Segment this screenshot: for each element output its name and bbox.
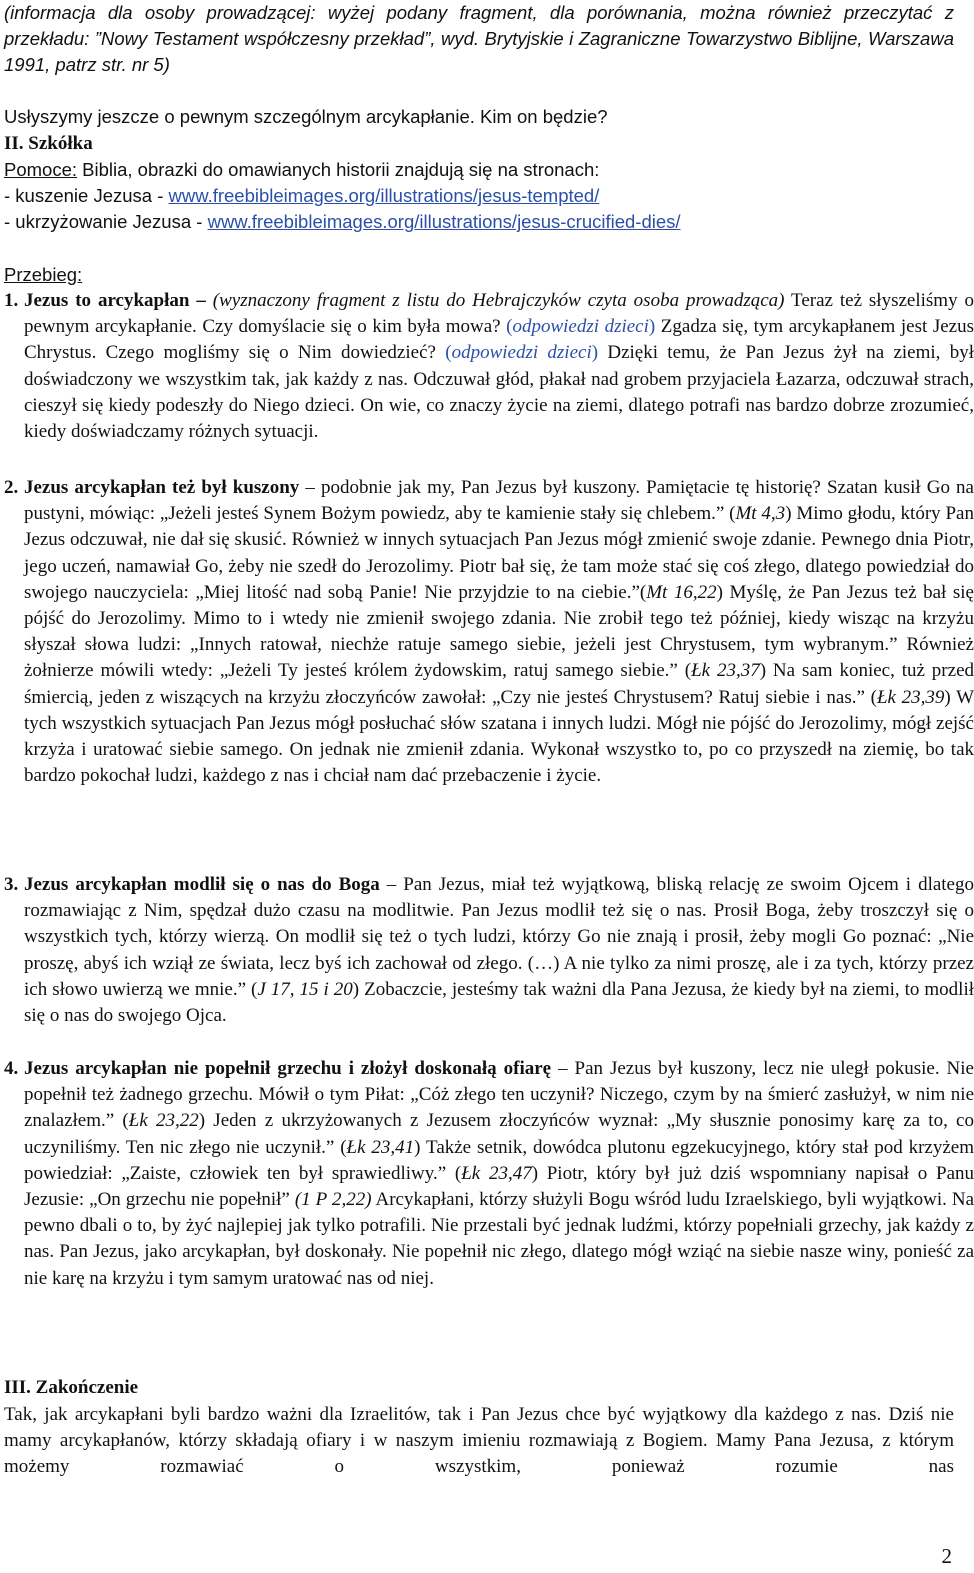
aids-label: Pomoce: [4,159,78,180]
list-item-2 [4,475,974,789]
course-label-line [4,262,954,288]
aids-text: Biblia, obrazki do omawianych historii znajdują się na stronach: [77,159,600,180]
paren: ) [591,342,599,364]
intro-question [4,104,954,130]
list-item-title: Jezus to arcykapłan [24,290,190,311]
list-item-4 [4,1056,974,1292]
answer-note: odpowiedzi dzieci [451,342,592,364]
section-heading-szkolka [4,131,954,157]
paren: ( [445,342,452,364]
list-item-number: 2. [4,477,19,498]
item-text: Zgadza się, tym arcykapłanem jest Jezus Chrystus. Czego mogliśmy się o Nim dowiedzieć? [24,316,974,364]
bible-reference: Łk 23,39 [876,686,945,708]
link-line-crucified [4,209,954,235]
closing-paragraph [4,1402,954,1481]
intro-note [4,0,954,79]
link-jesus-tempted[interactable]: www.freebibleimages.org/illustrations/jesus-tempted/ [168,185,600,206]
item-text: Dzięki temu, że Pan Jezus żył na ziemi, był doświadczony we wszystkim tak, jak każdy z nas. Odczuwał głód, płakał nad grobem przyjaciela Łazarza, odczuwał strach, cieszył się kiedy podeszły do Niego dzieci. On wie, co znaczy życie na ziemi, dlatego potrafi nas bardzo dobrze zrozumieć, kiedy doświadczamy różnych sytuacji. [24,342,974,443]
list-item-number: 4. [4,1058,19,1079]
section-heading-text: III. Zakończenie [4,1377,139,1398]
bible-reference: Mt 4,3 [735,503,786,525]
item-note: (wyznaczony fragment z listu do Hebrajczyków czyta osoba prowadząca) [212,290,785,311]
list-item-title: Jezus arcykapłan nie popełnił grzechu i złożył doskonałą ofiarę [24,1058,552,1079]
closing-text: Tak, jak arcykapłani byli bardzo ważni dla Izraelitów, tak i Pan Jezus chce być wyjątkowy dla każdego z nas. Dziś nie mamy arcykapłanów, którzy składają ofiary i w naszym imieniu rozmawiają z Bogiem. Mamy Pana Jezusa, z którym możemy rozmawiać o wszystkim, ponieważ rozumie nas [4,1404,954,1478]
item-text: ) Mimo głodu, który Pan Jezus odczuwał, nie dał się skusić. Również w innych sytuacjach Pan Jezus mógł zmienić swoje zdanie. Pewnego dnia Piotr, jego uczeń, namawiał Go, żeby nie szedł do Jerozolimy. Piotr bał się, że tam może stać się coś złego, dlatego powiedział do swojego nauczyciela: „Miej litość nad sobą Panie! Nie przyjdzie to na ciebie.”( [24,503,974,603]
list-item-number: 1. [4,290,19,311]
bible-reference: Łk 23,41 [346,1136,415,1158]
intro-note-text: (informacja dla osoby prowadzącej: wyżej podany fragment, dla porównania, można również przeczytać z przekładu: ”Nowy Testament współczesny przekład”, wyd. Brytyjskie i Zagraniczne Towarzystwo Biblijne, Warszawa 1991, patrz str. nr 5) [4,2,954,76]
bible-reference: J 17, 15 i 20 [257,978,353,1000]
bible-reference: Łk 23,22 [128,1110,199,1132]
intro-question-text: Usłyszymy jeszcze o pewnym szczególnym arcykapłanie. Kim on będzie? [4,106,608,127]
page-number: 2 [941,1544,952,1568]
bible-reference: (1 P 2,22) [294,1189,372,1211]
list-item-title: Jezus arcykapłan też był kuszony [24,477,300,498]
item-text: – Pan Jezus był kuszony, lecz nie uległ pokusie. Nie popełnił też żadnego grzechu. Mówił o tym Piłat: „Cóż złego ten uczynił? Niczego, czym by na śmierć zasłużył, w nim nie znalazłem.” ( [24,1058,974,1132]
bible-reference: Łk 23,47 [461,1162,532,1184]
list-item-title: Jezus arcykapłan modlił się o nas do Boga [24,874,380,895]
bible-reference: Mt 16,22 [646,581,717,603]
bible-reference: Łk 23,37 [691,660,760,682]
item-text: ) Jeden z ukrzyżowanych z Jezusem złoczyńców wyznał: „My słusznie ponosimy karę za to, co uczyniliśmy. Ten nic złego nie uczynił.” ( [24,1110,974,1158]
section-heading-text: II. Szkółka [4,133,93,154]
item-text: ) Piotr, który był już dziś wspomniany napisał o Panu Jezusie: „On grzechu nie popełnił” [24,1162,974,1211]
answer-note: odpowiedzi dzieci [512,316,649,338]
paren: ( [506,316,513,338]
section-heading-zakonczenie [4,1375,954,1401]
link-line-tempted [4,183,954,209]
item-text: ) W tych wszystkich sytuacjach Pan Jezus mógł posłuchać słów szatana i innych ludzi. Mógł nie pójść do Jerozolimy, mógł zejść krzyża i uratować siebie samego. On jednak nie zmienił zdania. Wykonał wszystko to, po co przyszedł na ziemię, bo tak bardzo pokochał ludzi, każdego z nas i chciał nam dać przebaczenie i życie. [24,686,974,787]
paren: ) [648,316,656,338]
aids-line [4,157,954,183]
list-item-number: 3. [4,874,19,895]
item-text: – podobnie jak my, Pan Jezus był kuszony. Pamiętacie tę historię? Szatan kusił Go na pustyni, mówiąc: „Jeżeli jesteś Synem Bożym powiedz, aby te kamienie stały się chlebem.” ( [24,477,974,525]
link-prefix: - kuszenie Jezusa - [4,185,169,206]
item-text: ) Zobaczcie, jesteśmy tak ważni dla Pana Jezusa, że kiedy był na ziemi, to modlił się o nas do swojego Ojca. [24,978,974,1027]
link-prefix: - ukrzyżowanie Jezusa - [4,211,208,232]
item-text: ) Także setnik, dowódca plutonu egzekucyjnego, który stał pod krzyżem powiedział: „Zaiste, człowiek ten był sprawiedliwy.” ( [24,1136,974,1184]
item-text: – Pan Jezus, miał też wyjątkową, bliską relację ze swoim Ojcem i dlatego rozmawiając z Nim, spędzał dużo czasu na modlitwie. Pan Jezus modlił też się o nas. Prosił Boga, żeby troszczył się o wszystkich tych, którzy wierzą. On modlił się też o tych ludzi, którzy Go nie znają i prosił, żeby mogli Go poznać: „Nie proszę, abyś ich wziął ze świata, lecz byś ich zachował od złego. (…) A nie tylko za nimi proszę, ale i za tych, którzy przez ich słowo uwierzą we mnie.” ( [24,874,974,1000]
link-jesus-crucified[interactable]: www.freebibleimages.org/illustrations/jesus-crucified-dies/ [207,211,681,232]
course-label: Przebieg: [4,264,83,285]
list-item-3 [4,872,974,1029]
item-text: Arcykapłani, którzy służyli Bogu wśród ludu Izraelskiego, byli wyjątkowi. Na pewno dbali o to, by żyć najlepiej jak tylko potrafili. Nie przestali być jednak ludźmi, którzy popełniali grzechy, jak każdy z nas. Pan Jezus, jako arcykapłan, był doskonały. Nie popełnił nic złego, dlatego mógł wziąć na siebie nasze winy, ponieść za nie karę na krzyżu i tym samym uratować nas od niej. [24,1189,974,1289]
item-text: ) Myślę, że Pan Jezus też bał się pójść do Jerozolimy. Mimo to i wtedy nie zmienił swojego zdania. Nie zrobił tego też później, kiedy wisząc na krzyżu słyszał słowa ludzi: „Innych ratował, niechże ratuje samego siebie, jeżeli jest Chrystusem, tym wybranym.” Również żołnierze mówili wtedy: „Jeżeli Ty jesteś królem żydowskim, ratuj samego siebie.” ( [24,581,974,682]
item-text: Teraz też słyszeliśmy o pewnym arcykapłanie. Czy domyślacie się o kim była mowa? [24,290,974,338]
item-text: ) Na sam koniec, tuż przed śmiercią, jeden z wiszących na krzyżu złoczyńców zawołał: „Czy nie jesteś Chrystusem? Ratuj siebie i nas.” ( [24,660,974,708]
list-item-1 [4,288,974,445]
dash: – [189,290,213,311]
